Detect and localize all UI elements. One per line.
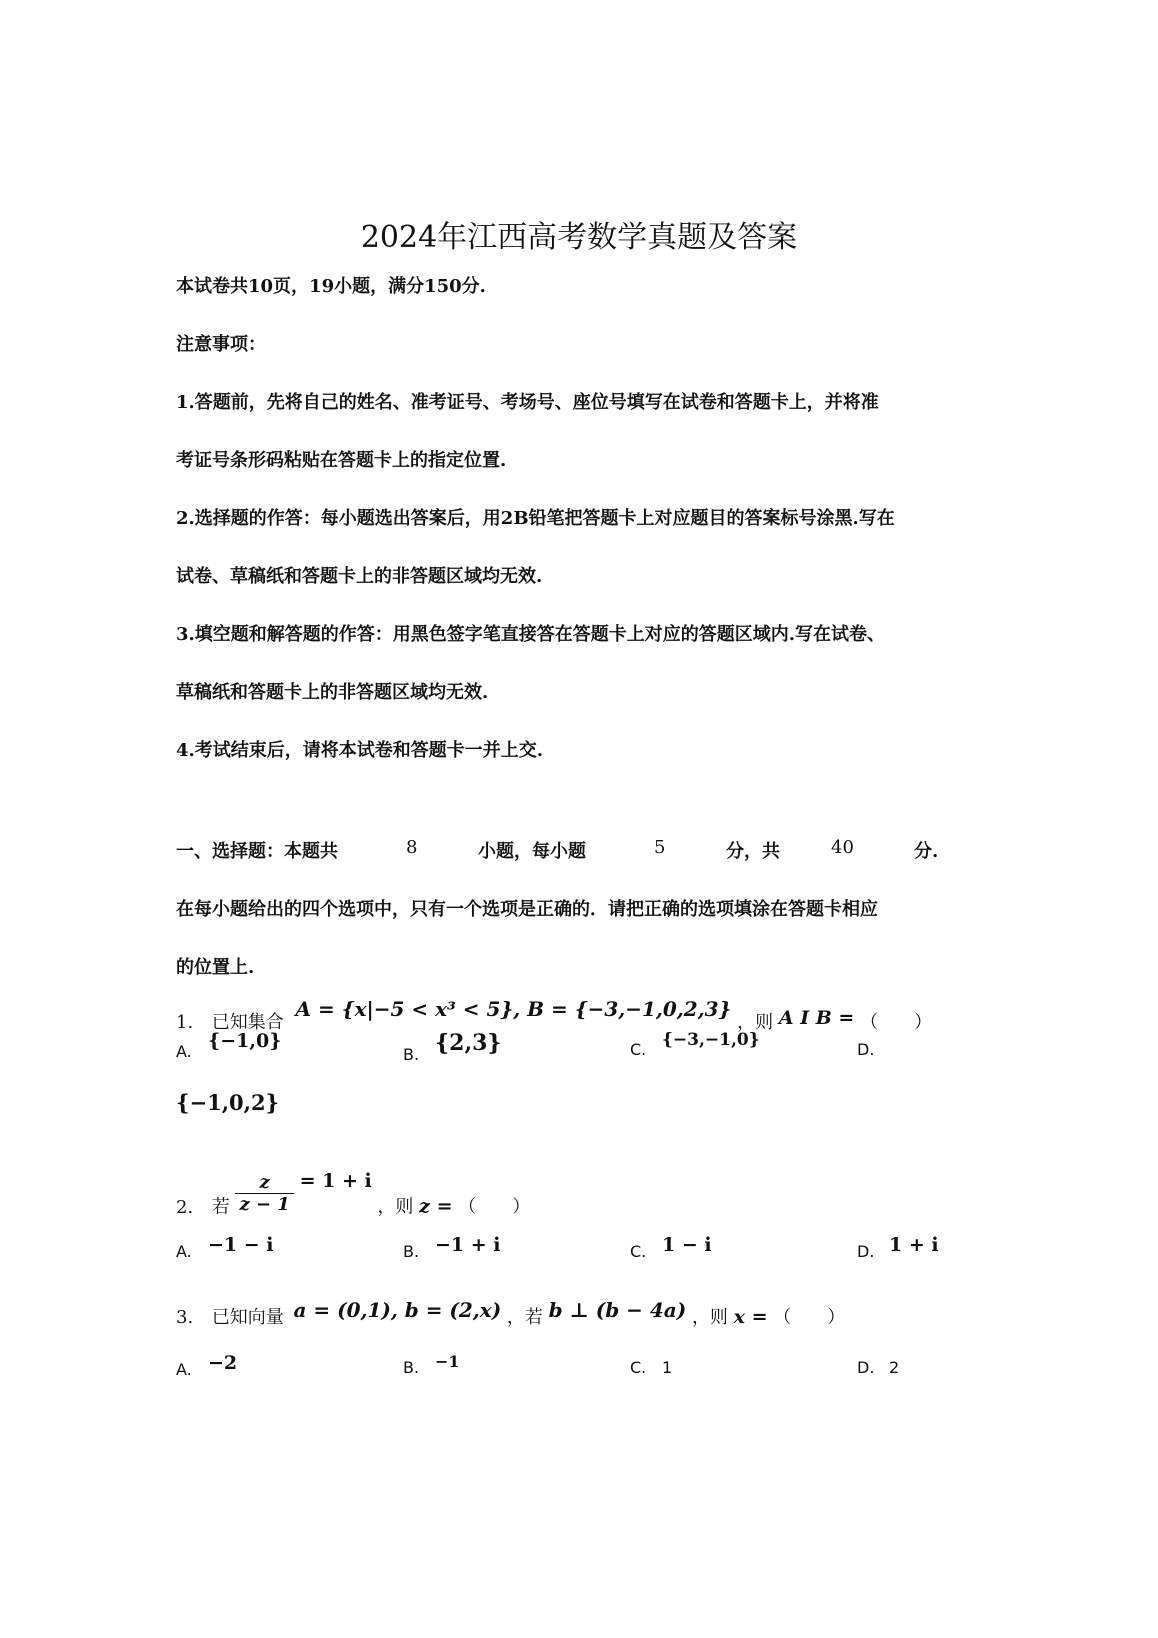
notice-heading: 注意事项： [176,334,266,355]
question-number: 3. [176,1307,194,1328]
option-c [630,1234,712,1262]
section-count: 8 [406,837,418,858]
question-text: ，若 [506,1307,543,1328]
option-b [403,1352,460,1378]
note-line: 试卷、草稿纸和答题卡上的非答题区域均无效. [176,566,543,587]
section-part: 小题，每小题 [478,841,586,862]
question-text: ，则 [691,1307,728,1328]
note-line: 4.考试结束后，请将本试卷和答题卡一并上交. [176,740,544,761]
question-formula: x = [733,1306,768,1328]
option-value: 1 [662,1358,673,1377]
question-text: ，则 [377,1196,414,1218]
question-formula: A I B = [778,1007,855,1029]
question-1 [176,997,933,1034]
option-label: B. [403,1358,420,1377]
answer-blank: （ ） [458,1196,531,1218]
option-label: B. [403,1242,420,1261]
option-value: 1 + i [889,1234,939,1256]
option-value: 2 [889,1358,900,1377]
option-label: C. [630,1242,647,1261]
option-value: −2 [208,1352,238,1374]
option-c [630,1030,760,1060]
question-lead: 若 [211,1196,230,1218]
section-total: 40 [831,837,854,858]
option-b [403,1030,502,1066]
option-label: B. [403,1045,420,1064]
option-label: D. [857,1358,875,1377]
option-value: {2,3} [435,1030,502,1056]
fraction-denominator: z − 1 [235,1193,293,1215]
section-instruction: 在每小题给出的四个选项中，只有一个选项是正确的．请把正确的选项填涂在答题卡相应 [176,899,878,920]
section-header [176,837,976,863]
note-line: 2.选择题的作答：每小题选出答案后，用2B铅笔把答题卡上对应题目的答案标号涂黑.写在 [176,508,895,529]
question-number: 1. [176,1012,194,1033]
note-line: 1.答题前，先将自己的姓名、准考证号、考场号、座位号填写在试卷和答题卡上，并将准 [176,392,879,413]
option-label: A. [176,1242,192,1261]
option-c [630,1358,672,1378]
option-a [176,1030,282,1062]
option-a [176,1234,274,1262]
section-part: 分. [914,841,939,862]
section-part: 分，共 [726,841,780,862]
option-label: A. [176,1042,192,1061]
question-formula: = 1 + i [299,1169,372,1192]
option-label: D. [857,1242,875,1261]
option-value: {−1,0} [208,1030,282,1052]
page-title: 2024年江西高考数学真题及答案 [360,220,798,255]
option-a [176,1352,238,1380]
option-d-value [176,1090,279,1115]
question-formula: A = {x|−5 < x³ < 5}, B = {−3,−1,0,2,3} [295,997,732,1021]
option-label: A. [176,1360,192,1379]
question-text: ，则 [737,1012,774,1033]
question-formula: z = [419,1195,453,1218]
section-part: 一、选择题：本题共 [176,841,338,862]
option-d [857,1358,899,1378]
option-value: 1 − i [662,1234,712,1256]
question-formula: a = (0,1), b = (2,x) [293,1298,502,1322]
option-b [403,1234,501,1262]
answer-blank: （ ） [860,1012,933,1033]
question-fraction [235,1172,293,1215]
fraction-numerator: z [259,1172,270,1193]
option-value: −1 − i [208,1234,274,1256]
option-d [857,1234,939,1262]
option-label: C. [630,1040,647,1059]
option-value: −1 + i [435,1234,501,1256]
option-value: {−3,−1,0} [662,1030,760,1050]
answer-blank: （ ） [773,1307,846,1328]
intro-text: 本试卷共10页，19小题，满分150分. [176,276,486,297]
question-lead: 已知向量 [211,1307,284,1328]
note-line: 草稿纸和答题卡上的非答题区域均无效. [176,682,489,703]
option-value: {−1,0,2} [176,1090,280,1115]
question-lead: 已知集合 [211,1012,284,1033]
note-line: 考证号条形码粘贴在答题卡上的指定位置. [176,450,507,471]
question-number: 2. [176,1196,194,1218]
option-label: C. [630,1358,647,1377]
option-value: −1 [435,1352,460,1371]
section-score: 5 [654,837,666,858]
question-2 [176,1169,531,1229]
note-line: 3.填空题和解答题的作答：用黑色签字笔直接答在答题卡上对应的答题区域内.写在试卷、 [176,624,886,645]
option-label: D. [857,1040,875,1059]
question-formula: b ⊥ (b − 4a) [548,1298,687,1322]
question-3 [176,1298,846,1329]
option-d [857,1040,889,1060]
section-instruction: 的位置上. [176,957,255,978]
